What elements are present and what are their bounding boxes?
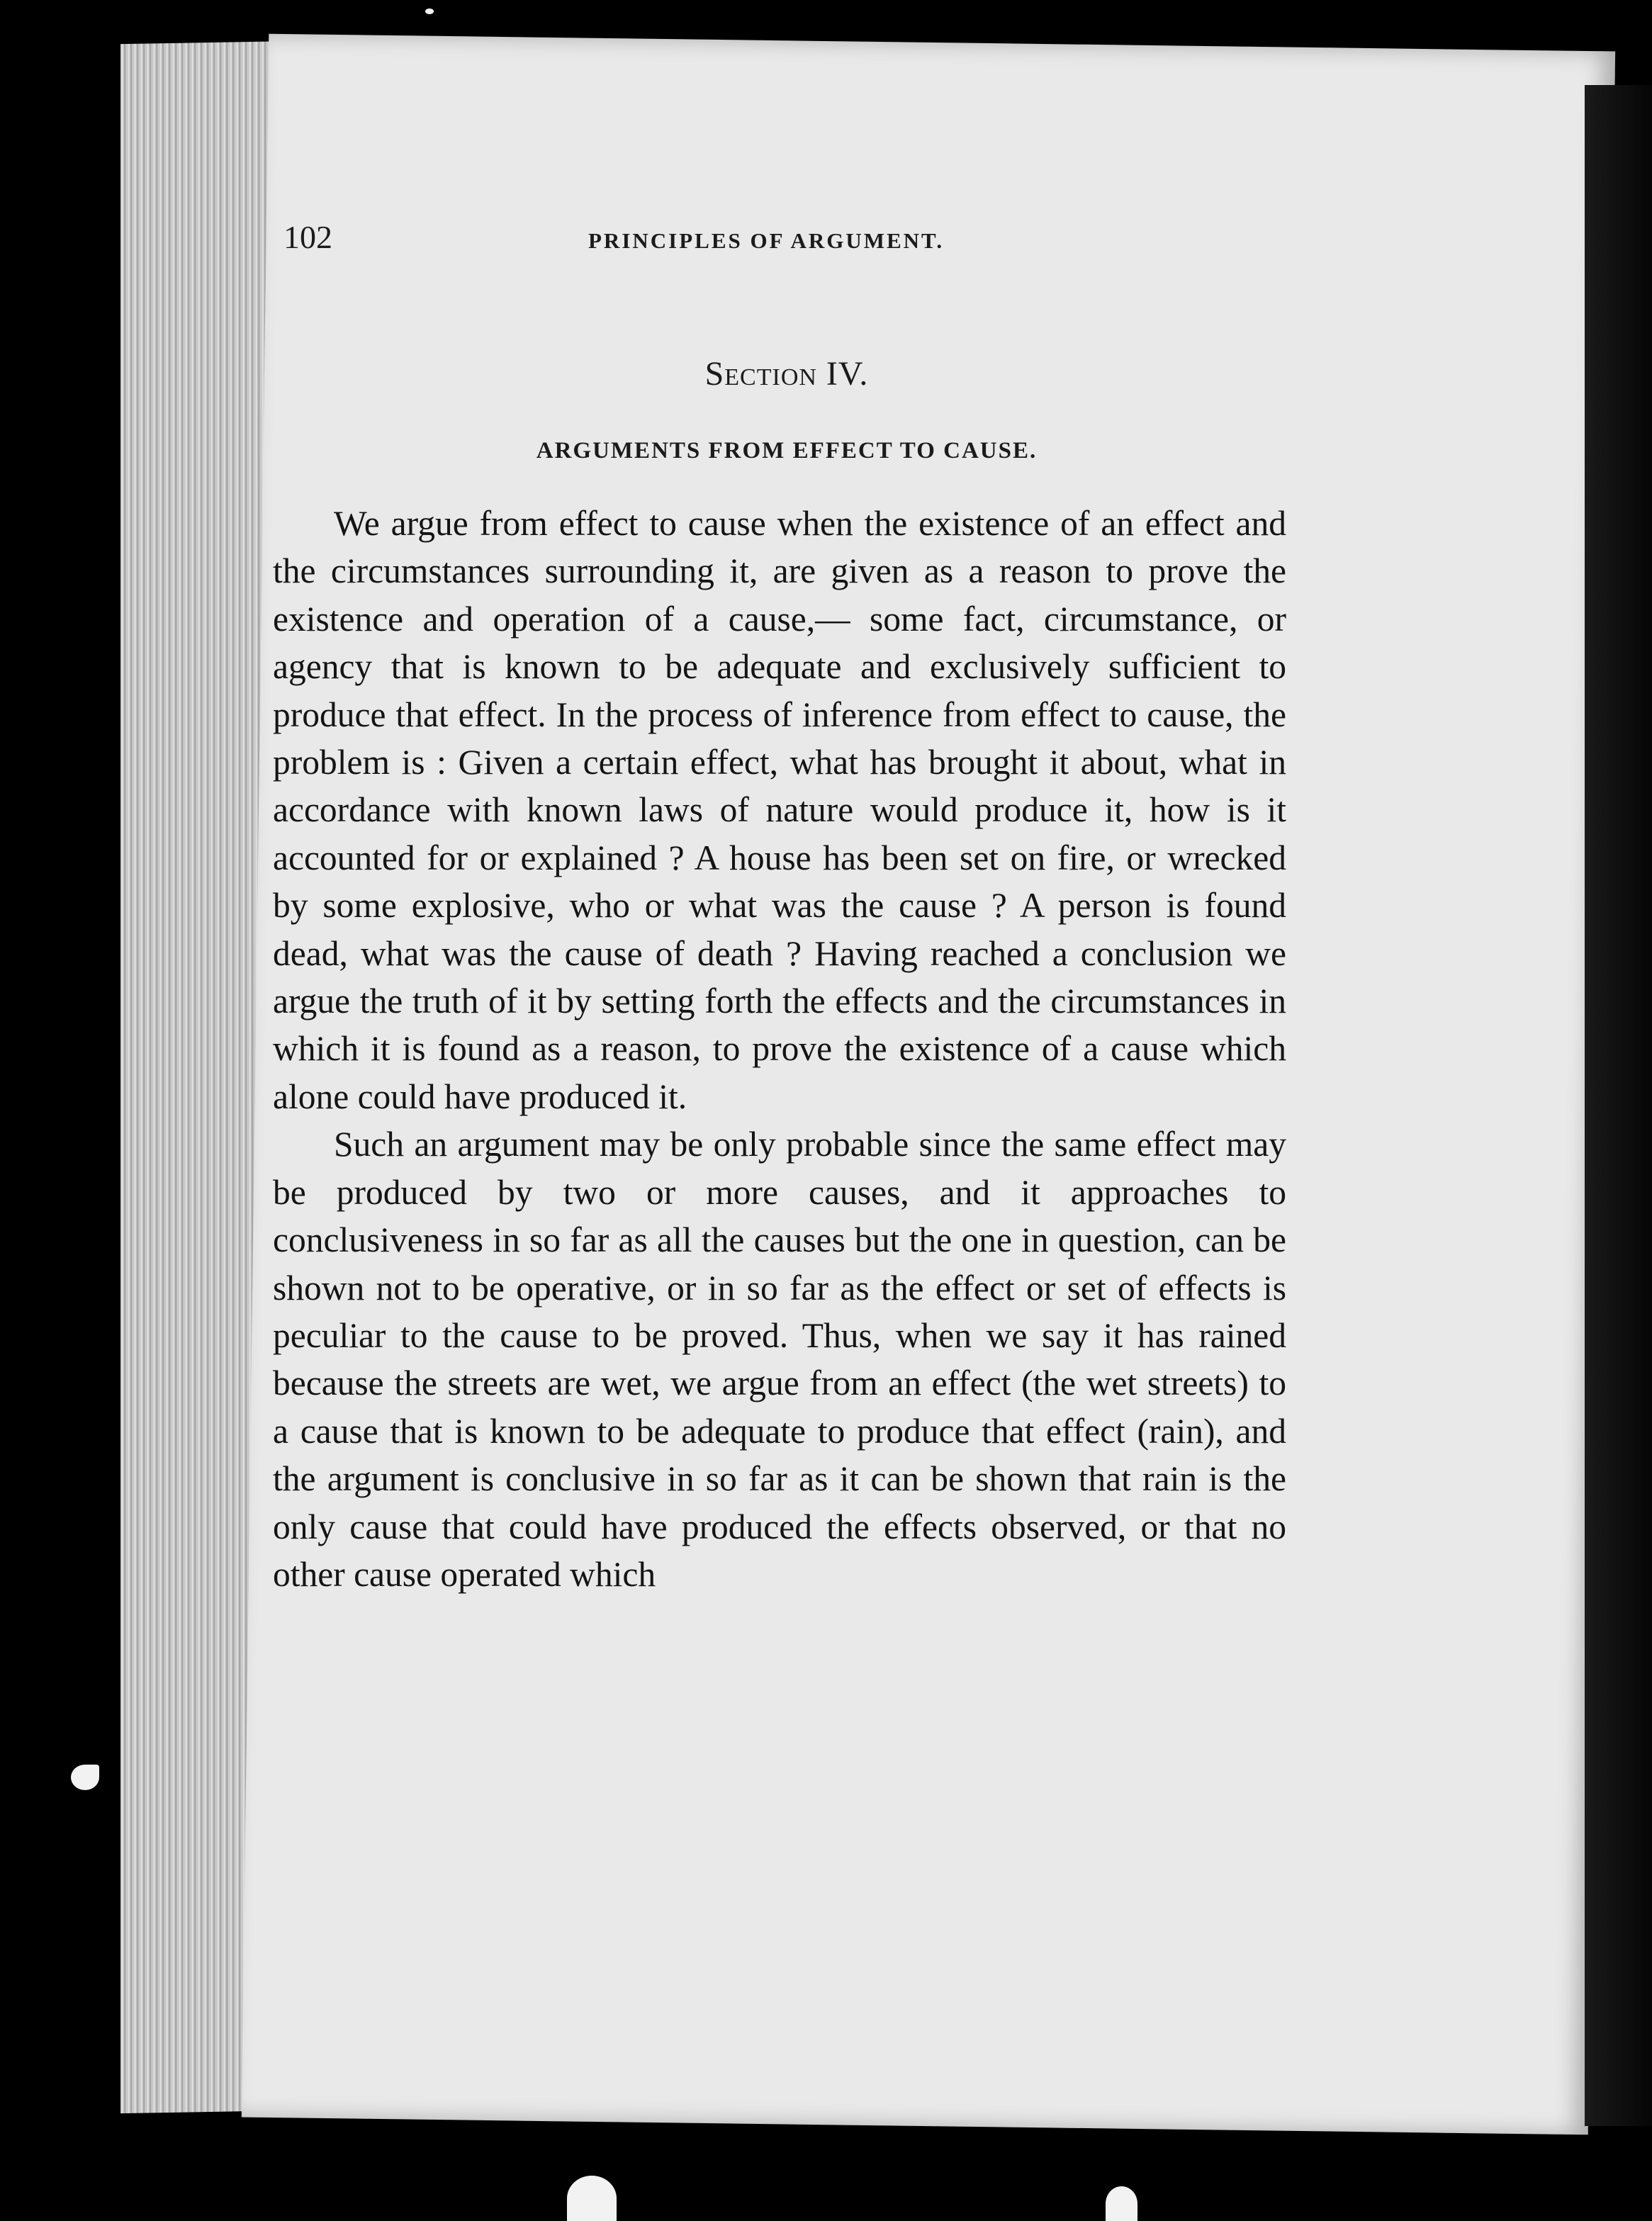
paragraph: We argue from effect to cause when the existence of an effect and the circumstances surrounding it, are given as a reason to prove the existence and operation of a cause,— some fact, circumstance, or agency that is known to be adequate and exclusively sufficient to produce that effect. In the process of inference from effect to cause, the problem is : Given a certain effect, what has brought it about, what in accordance with known laws of nature would produce it, how is it accounted for or explained ? A house has been set on fire, or wrecked by some explosive, who or what was the cause ? A person is found dead, what was the cause of death ? Having reached a conclusion we argue the truth of it by setting forth the effects and the circumstances in which it is found as a reason, to prove the existence of a cause which alone could have produced it. xyxy=(273,504,1286,1116)
section-subtitle: ARGUMENTS FROM EFFECT TO CAUSE. xyxy=(536,438,1038,463)
binding-shadow xyxy=(1585,85,1652,2126)
page-number: 102 xyxy=(283,219,332,255)
body-text xyxy=(273,500,1286,1598)
page-header xyxy=(283,218,1290,261)
scan-speck xyxy=(1106,2186,1137,2221)
section-title: Section IV. xyxy=(704,355,869,393)
paragraph: Such an argument may be only probable since the same effect may be produced by two or more causes, and it approaches to conclusiveness in so far as all the causes but the one in question, can be shown not to be operative, or in so far as the effect or set of effects is peculiar to the cause to be proved. Thus, when we say it has rained because the streets are wet, we argue from an effect (the wet streets) to a cause that is known to be adequate to produce that effect (rain), and the argument is conclusive in so far as it can be shown that rain is the only cause that could have produced the effects observed, or that no other cause operated which xyxy=(273,1125,1286,1594)
scan-speck xyxy=(567,2176,617,2221)
scan-speck xyxy=(425,9,434,14)
scan-speck xyxy=(71,1765,99,1790)
running-head: PRINCIPLES OF ARGUMENT. xyxy=(588,228,945,253)
